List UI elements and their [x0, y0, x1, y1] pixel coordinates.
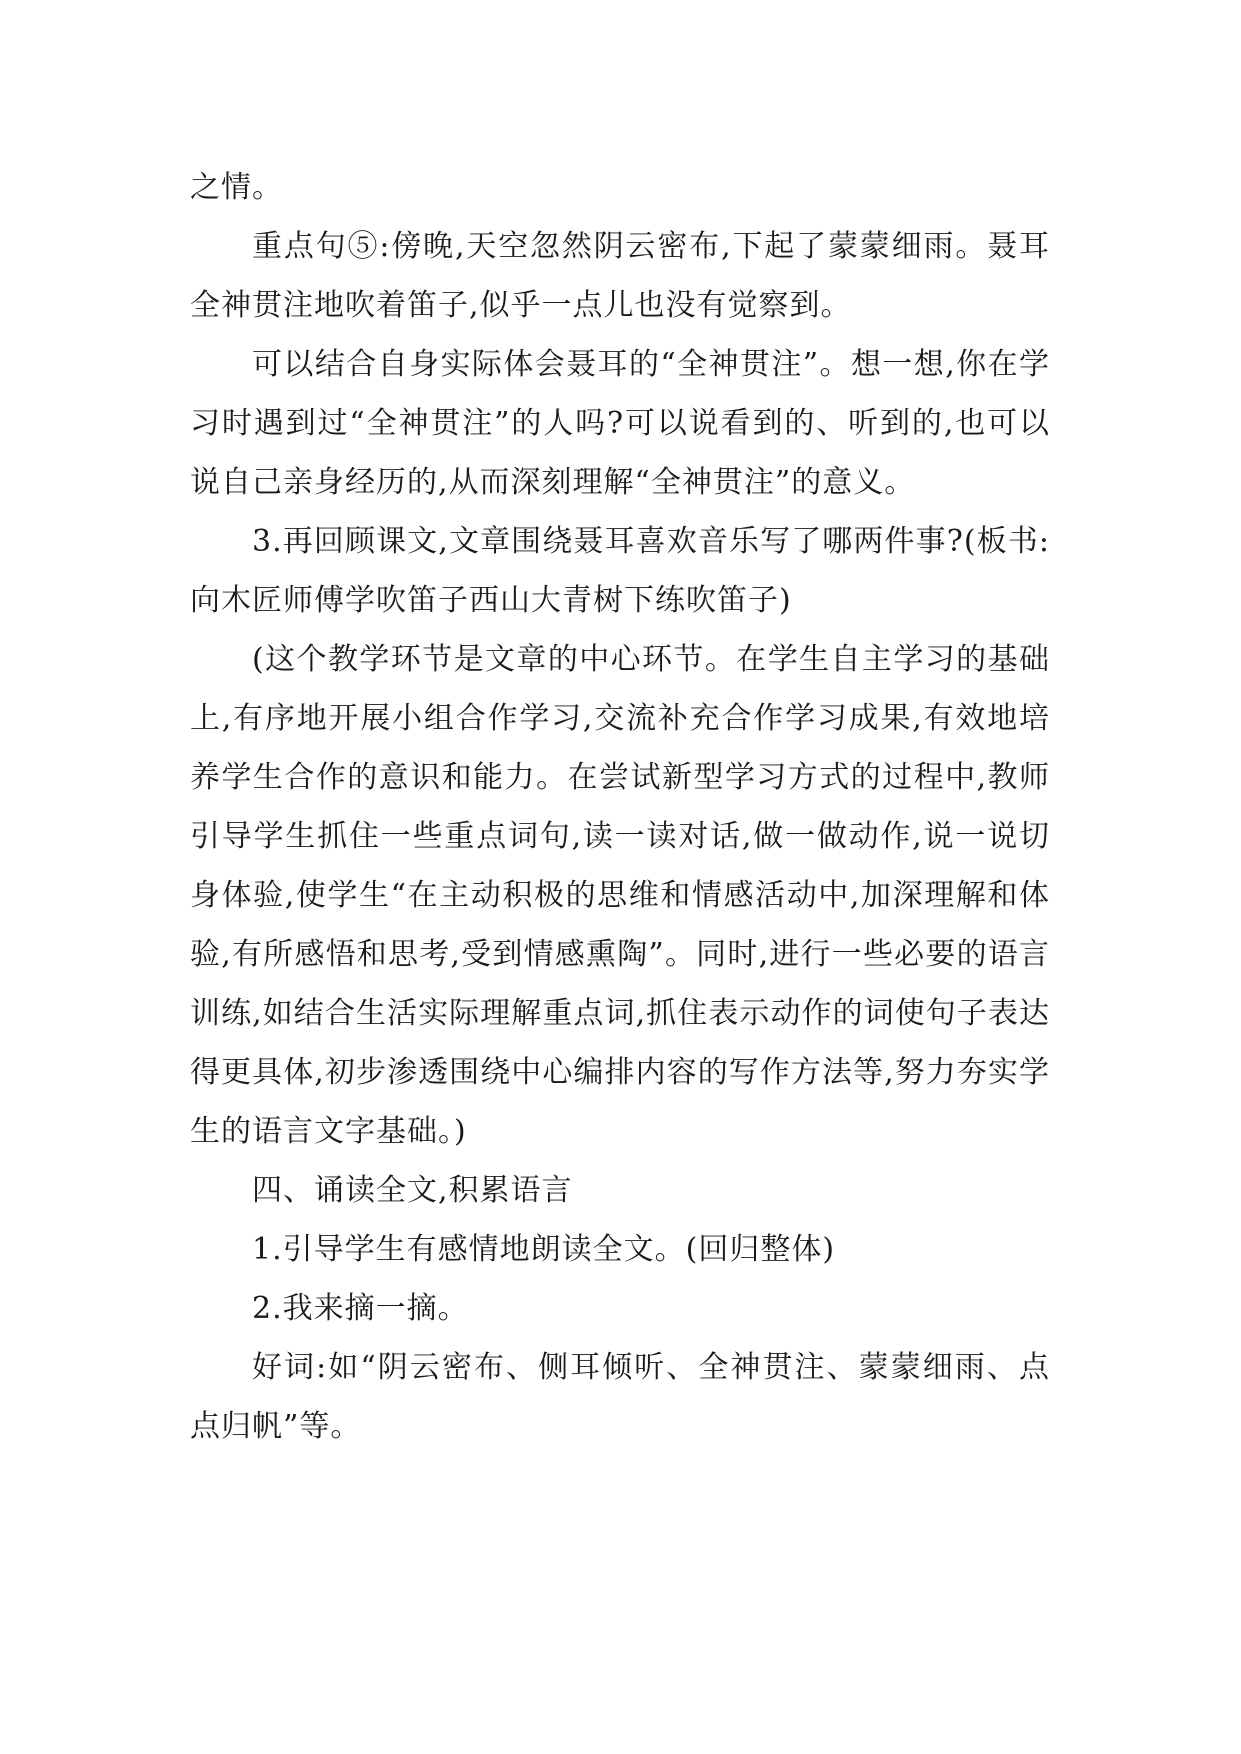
paragraph-good-words: 好词:如“阴云密布、侧耳倾听、全神贯注、蒙蒙细雨、点点归帆”等。: [190, 1350, 1050, 1444]
paragraph-teaching-note: (这个教学环节是文章的中心环节。在学生自主学习的基础上,有序地开展小组合作学习,交流补充合作学习成果,有效地培养学生合作的意识和能力。在尝试新型学习方式的过程中,教师引导学生抓住一些重点词句,读一读对话,做一做动作,说一说切身体验,使学生“在主动积极的思维和情感活动中,加深理解和体验,有所感悟和思考,受到情感熏陶”。同时,进行一些必要的语言训练,如结合生活实际理解重点词,抓住表示动作的词使句子表达得更具体,初步渗透围绕中心编排内容的写作方法等,努力夯实学生的语言文字基础。): [190, 642, 1050, 1149]
paragraph-review-text: 3.再回顾课文,文章围绕聂耳喜欢音乐写了哪两件事?(板书:向木匠师傅学吹笛子西山大青树下练吹笛子): [190, 524, 1050, 618]
document-body: [190, 158, 1050, 1456]
list-item-2: 2.我来摘一摘。: [252, 1291, 469, 1326]
paragraph-key-sentence-5: 重点句⑤:傍晚,天空忽然阴云密布,下起了蒙蒙细雨。聂耳全神贯注地吹着笛子,似乎一点儿也没有觉察到。: [190, 229, 1050, 323]
section-heading-recite: 四、诵读全文,积累语言: [252, 1173, 573, 1208]
paragraph-full-attention: 可以结合自身实际体会聂耳的“全神贯注”。想一想,你在学习时遇到过“全神贯注”的人吗?可以说看到的、听到的,也可以说自己亲身经历的,从而深刻理解“全神贯注”的意义。: [190, 347, 1050, 500]
paragraph-continuation: 之情。: [190, 170, 283, 205]
list-item-1: 1.引导学生有感情地朗读全文。(回归整体): [252, 1232, 836, 1267]
